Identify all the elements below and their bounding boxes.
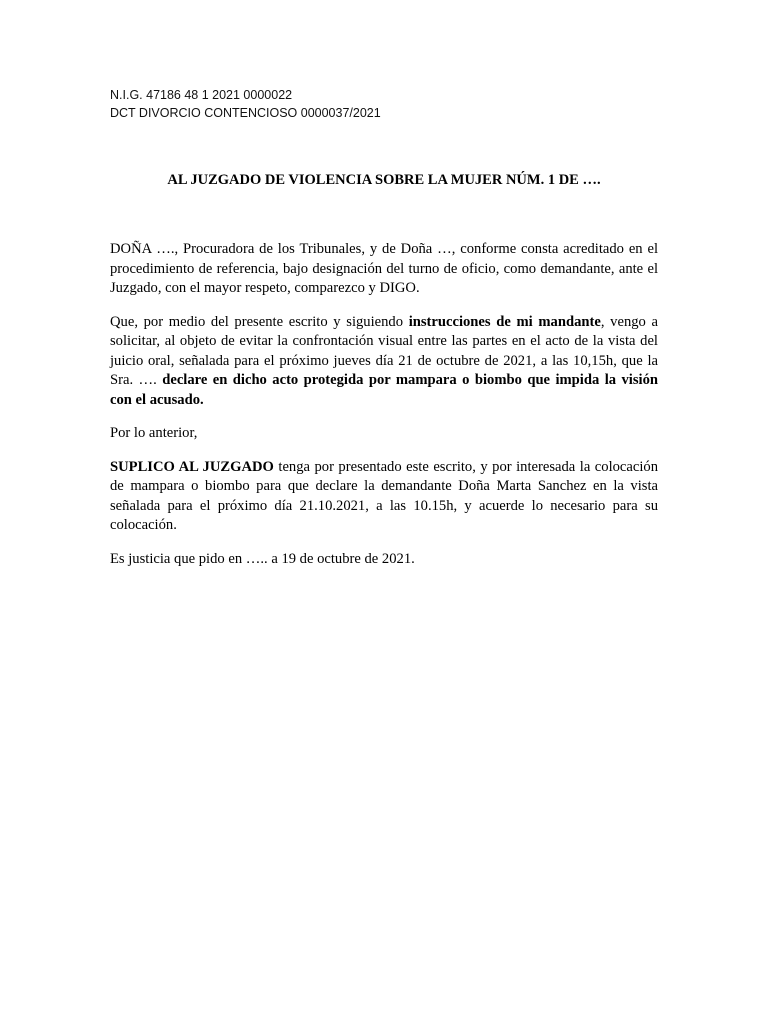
document-title: AL JUZGADO DE VIOLENCIA SOBRE LA MUJER NÚM. 1 DE …. [167,172,601,188]
case-number: DCT DIVORCIO CONTENCIOSO 0000037/2021 [110,106,381,120]
intro-paragraph: DOÑA …., Procuradora de los Tribunales, y de Doña …, conforme consta acreditado en el procedimiento de referencia, bajo designación del turno de oficio, como demandante, ante el Juzgado, con el mayor respeto, comparezco y DIGO. [110,241,658,296]
petition-paragraph [110,458,658,536]
request-text-1: Que, por medio del presente escrito y siguiendo [110,313,409,330]
request-paragraph [110,313,658,411]
case-reference [110,86,381,122]
document-body [110,240,658,583]
request-text-2: , vengo a solicitar, al objeto de evitar la confrontación visual entre las partes en el acto de la vista del juicio oral, señalada para el próximo jueves día 21 de octubre de 2021, a las 10,15h, que la Sra. …. [110,313,658,388]
request-bold-1: instrucciones de mi mandante [408,313,601,330]
petition-bold: SUPLICO AL JUZGADO [110,458,274,475]
transition-paragraph: Por lo anterior, [110,425,198,441]
nig-number: N.I.G. 47186 48 1 2021 0000022 [110,88,293,102]
closing-paragraph: Es justicia que pido en ….. a 19 de octubre de 2021. [110,550,415,567]
request-bold-2: declare en dicho acto protegida por mampara o biombo que impida la visión con el acusado. [110,372,658,408]
petition-text: tenga por presentado este escrito, y por interesada la colocación de mampara o biombo para que declare la demandante Doña Marta Sanchez en la vista señalada para el próximo día 21.10.2021, a las 10.15h, y acuerde lo necesario para su colocación. [110,458,658,533]
